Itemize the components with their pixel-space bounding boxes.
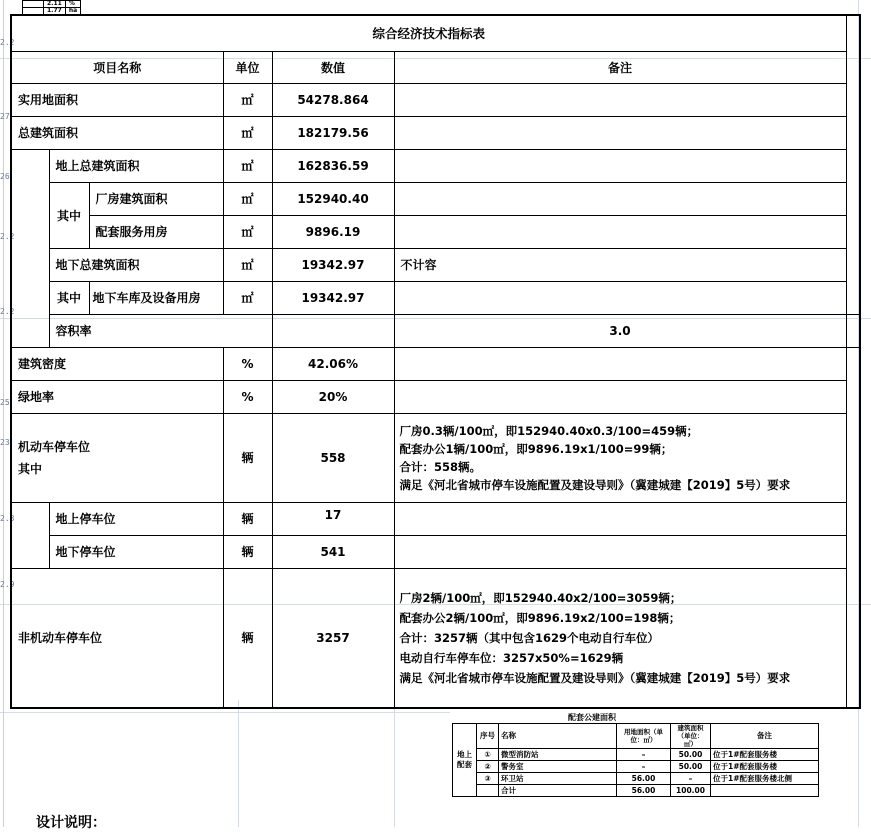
row-unit: ㎡ bbox=[223, 248, 272, 281]
row-name: 地上停车位 bbox=[49, 502, 223, 535]
row-unit: ㎡ bbox=[223, 116, 272, 149]
note-line: 满足《河北省城市停车设施配置及建设导则》（冀建城建【2019】5号）要求 bbox=[399, 477, 791, 492]
table-row bbox=[11, 502, 860, 535]
cell-floor: – bbox=[671, 773, 711, 785]
indent-cell bbox=[11, 149, 49, 347]
table-row bbox=[11, 568, 860, 708]
row-name bbox=[11, 413, 223, 502]
note-line: 配套办公1辆/100㎡，即9896.19x1/100=99辆； bbox=[399, 441, 673, 456]
row-name: 容积率 bbox=[49, 314, 272, 347]
row-name: 地下停车位 bbox=[49, 535, 223, 568]
facility-area-table bbox=[452, 723, 819, 797]
table-row-total bbox=[453, 785, 819, 797]
facility-table-title: 配套公建面积 bbox=[568, 713, 616, 722]
row-note bbox=[394, 535, 846, 568]
header-name: 名称 bbox=[499, 724, 617, 749]
header-land: 用地面积（单位：㎡） bbox=[617, 724, 671, 749]
cell-name: 微型消防站 bbox=[499, 749, 617, 761]
row-note bbox=[394, 215, 846, 248]
row-note bbox=[394, 568, 846, 708]
cell-name: 环卫站 bbox=[499, 773, 617, 785]
row-unit: ㎡ bbox=[223, 215, 272, 248]
side-label: 地上配套 bbox=[453, 724, 477, 797]
row-value: 558 bbox=[272, 413, 394, 502]
cell-floor: 50.00 bbox=[671, 749, 711, 761]
row-name: 配套服务用房 bbox=[89, 215, 223, 248]
row-unit: 辆 bbox=[223, 413, 272, 502]
cell-note bbox=[711, 785, 819, 797]
cell-note: 位于1#配套服务楼 bbox=[711, 749, 819, 761]
cad-margin-number: 2.2 bbox=[0, 38, 15, 47]
note-line: 配套办公2辆/100㎡，即9896.19x2/100=198辆； bbox=[399, 610, 681, 625]
row-note bbox=[394, 502, 846, 535]
row-note bbox=[394, 83, 846, 116]
cell-no: ② bbox=[477, 761, 499, 773]
indent-cell bbox=[11, 502, 49, 568]
row-unit bbox=[272, 314, 394, 347]
header-no: 序号 bbox=[477, 724, 499, 749]
remnant-value: 1.77 bbox=[44, 8, 66, 15]
row-value: 9896.19 bbox=[272, 215, 394, 248]
cad-margin-number: 2.3 bbox=[0, 514, 15, 523]
note-line: 合计：558辆。 bbox=[399, 459, 482, 474]
row-unit: 辆 bbox=[223, 502, 272, 535]
total-label: 合计 bbox=[499, 785, 617, 797]
row-value: 162836.59 bbox=[272, 149, 394, 182]
economic-indicator-table bbox=[10, 14, 861, 709]
cell-land: – bbox=[617, 749, 671, 761]
row-name: 实用地面积 bbox=[11, 83, 223, 116]
table-row bbox=[11, 281, 860, 314]
cad-margin-number: 23 bbox=[0, 438, 10, 447]
design-note-heading: 设计说明： bbox=[36, 815, 106, 831]
row-note bbox=[394, 149, 846, 182]
note-line: 合计：3257辆（其中包含1629个电动自行车位） bbox=[399, 630, 660, 645]
table-row bbox=[11, 314, 860, 347]
row-note bbox=[394, 182, 846, 215]
cell-name: 警务室 bbox=[499, 761, 617, 773]
row-unit: ㎡ bbox=[223, 182, 272, 215]
row-value: 19342.97 bbox=[272, 281, 394, 314]
cad-margin-number: 27 bbox=[0, 112, 10, 121]
table-row bbox=[453, 773, 819, 785]
note-line: 厂房2辆/100㎡，即152940.40x2/100=3059辆； bbox=[399, 590, 682, 605]
row-unit: % bbox=[223, 380, 272, 413]
cell-no: ③ bbox=[477, 773, 499, 785]
row-note: 不计容 bbox=[394, 248, 846, 281]
remnant-unit: % bbox=[65, 1, 80, 8]
header-floor: 建筑面积（单位：㎡） bbox=[671, 724, 711, 749]
cell-floor: 50.00 bbox=[671, 761, 711, 773]
header-note: 备注 bbox=[711, 724, 819, 749]
row-name: 建筑密度 bbox=[11, 347, 223, 380]
cell-no: ① bbox=[477, 749, 499, 761]
cell-land: – bbox=[617, 761, 671, 773]
row-note bbox=[394, 281, 846, 314]
motor-parking-sub: 其中 bbox=[18, 461, 43, 476]
cell-note: 位于1#配套服务楼 bbox=[711, 761, 819, 773]
row-name: 地下车库及设备用房 bbox=[89, 281, 223, 314]
row-note bbox=[394, 413, 846, 502]
total-floor: 100.00 bbox=[671, 785, 711, 797]
table-row bbox=[11, 347, 860, 380]
row-unit: 辆 bbox=[223, 568, 272, 708]
header-unit: 单位 bbox=[223, 51, 272, 83]
row-value: 17 bbox=[272, 502, 394, 535]
row-value: 3257 bbox=[272, 568, 394, 708]
row-value: 152940.40 bbox=[272, 182, 394, 215]
cad-margin-number: 2.2 bbox=[0, 307, 15, 316]
cell-land: 56.00 bbox=[617, 773, 671, 785]
note-line: 电动自行车停车位：3257x50%=1629辆 bbox=[399, 650, 624, 665]
total-land: 56.00 bbox=[617, 785, 671, 797]
motor-parking-label: 机动车停车位 bbox=[18, 439, 91, 454]
row-name: 地下总建筑面积 bbox=[49, 248, 223, 281]
row-unit: 辆 bbox=[223, 535, 272, 568]
row-unit: ㎡ bbox=[223, 83, 272, 116]
note-line: 满足《河北省城市停车设施配置及建设导则》（冀建城建【2019】5号）要求 bbox=[399, 670, 791, 685]
table-row bbox=[11, 182, 860, 215]
row-value: 541 bbox=[272, 535, 394, 568]
table-row bbox=[11, 380, 860, 413]
cad-margin-number: 25 bbox=[0, 398, 10, 407]
cad-margin-number: 2.2 bbox=[0, 232, 15, 241]
row-value: 54278.864 bbox=[272, 83, 394, 116]
cad-margin-number: 2.9 bbox=[0, 580, 15, 589]
row-value: 182179.56 bbox=[272, 116, 394, 149]
row-name: 非机动车停车位 bbox=[11, 568, 223, 708]
table-row bbox=[11, 149, 860, 182]
row-unit: ㎡ bbox=[223, 149, 272, 182]
row-note bbox=[394, 380, 846, 413]
row-value: 3.0 bbox=[394, 314, 846, 347]
table-row bbox=[11, 248, 860, 281]
row-note bbox=[394, 347, 846, 380]
remnant-value: 2.11 bbox=[44, 1, 66, 8]
table-row bbox=[453, 761, 819, 773]
cell-note: 位于1#配套服务楼北侧 bbox=[711, 773, 819, 785]
table-row bbox=[11, 413, 860, 502]
table-row bbox=[11, 116, 860, 149]
row-name: 绿地率 bbox=[11, 380, 223, 413]
row-name: 厂房建筑面积 bbox=[89, 182, 223, 215]
header-note: 备注 bbox=[394, 51, 846, 83]
row-name: 地上总建筑面积 bbox=[49, 149, 223, 182]
row-value: 42.06% bbox=[272, 347, 394, 380]
cad-margin-number: 26 bbox=[0, 172, 10, 181]
table-row bbox=[453, 749, 819, 761]
cell-no bbox=[477, 785, 499, 797]
top-remnant-table bbox=[22, 0, 81, 15]
among-label: 其中 bbox=[49, 281, 89, 314]
table-row bbox=[11, 535, 860, 568]
header-value: 数值 bbox=[272, 51, 394, 83]
row-value: 19342.97 bbox=[272, 248, 394, 281]
row-note bbox=[394, 116, 846, 149]
row-value: 20% bbox=[272, 380, 394, 413]
row-unit: % bbox=[223, 347, 272, 380]
header-name: 项目名称 bbox=[11, 51, 223, 83]
remnant-unit: ha bbox=[65, 8, 80, 15]
table-row bbox=[11, 215, 860, 248]
row-note bbox=[846, 314, 860, 347]
among-label: 其中 bbox=[49, 182, 89, 248]
table-title: 综合经济技术指标表 bbox=[11, 15, 846, 51]
note-line: 厂房0.3辆/100㎡，即152940.40x0.3/100=459辆； bbox=[399, 423, 699, 438]
table-row bbox=[11, 83, 860, 116]
row-name: 总建筑面积 bbox=[11, 116, 223, 149]
row-unit: ㎡ bbox=[223, 281, 272, 314]
